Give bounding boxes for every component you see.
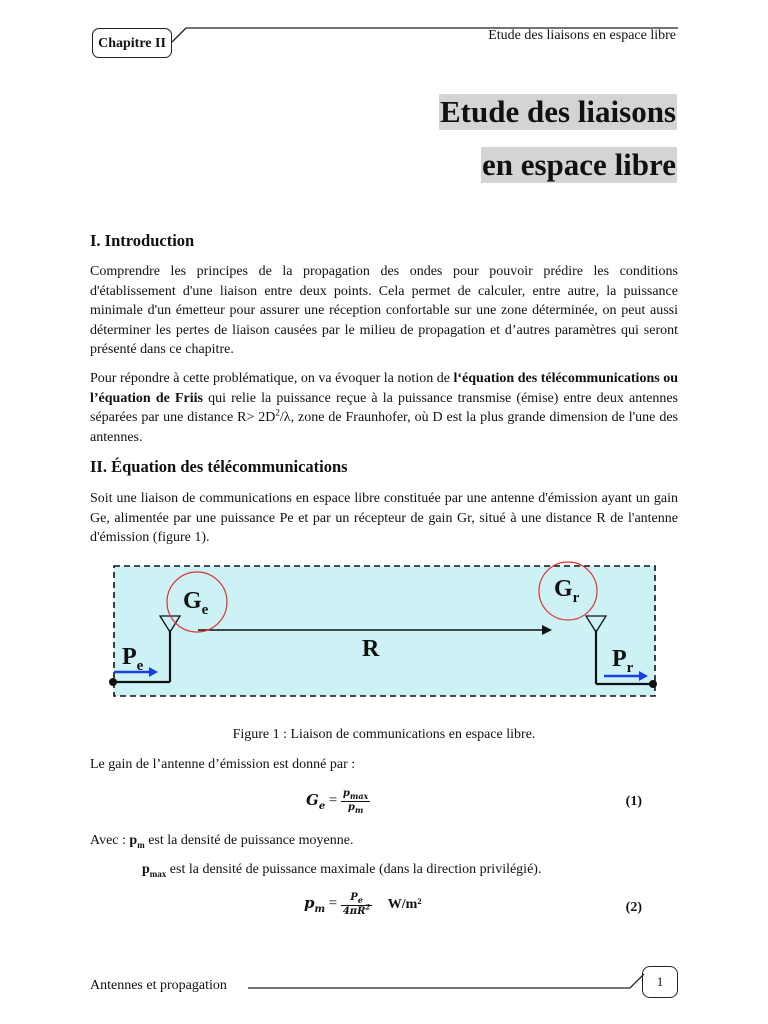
equation-1: $G_e$ = $\frac{p_{max}}{p_m}$ <box>306 788 369 815</box>
gain-intro-text: Le gain de l’antenne d’émission est donné par : <box>90 757 356 772</box>
section2-para1: Soit une liaison de communications en espace libre constituée par une antenne d'émission ayant un gain Ge, alimentée par une puissance Pe et par un récepteur de gain Gr, situé à une distance R de l'antenne d'émission (figure 1). <box>90 491 678 545</box>
section1-heading: I. Introduction <box>90 231 195 250</box>
equation-2-number: (2) <box>625 900 642 915</box>
figure1-diagram <box>108 558 664 704</box>
chapter-label: Chapitre II <box>92 28 172 58</box>
equation-1-number: (1) <box>625 794 642 809</box>
page-number: 1 <box>642 966 678 998</box>
section1-para2: Pour répondre à cette problématique, on va évoquer la notion de l‘équation des télécommunications ou l’équation de Friis qui relie la puissance reçue à la puissance transmise (émise) entre deux antennes séparées par une distance $R> 2D^2/\lambda$, zone de Fraunhofer, où D est la plus grande dimension de l'une des antennes. <box>90 371 678 445</box>
figure1-frame <box>114 566 655 696</box>
ge-label: $G_e$ <box>183 588 209 618</box>
page-title-line2: en espace libre <box>481 147 676 182</box>
r-label: R <box>362 636 380 662</box>
page-title-line1: Etude des liaisons <box>439 94 676 129</box>
eq2-fraction: $\frac{P_e}{4\pi R^2}$ <box>342 892 371 917</box>
eq1-fraction: $\frac{p_{max}}{p_m}$ <box>342 788 369 815</box>
friis-equation-term: l‘équation des télécommunications ou l’équation de Friis <box>90 371 678 406</box>
running-title: Etude des liaisons en espace libre <box>488 28 676 43</box>
section1-para1: Comprendre les principes de la propagation des ondes pour pouvoir prédire les conditions d'établissement d'une liaison entre deux points. Cela permet de calculer, entre autre, la puissance minimale d'un émetteur pour assurer une réception confortable sur une zone déterminée, on peut aussi déterminer les pertes de liaison causées par le milieu de propagation et d’autres paramètres qui seront présenté dans ce chapitre. <box>90 264 678 357</box>
footer-book-title: Antennes et propagation <box>90 978 227 993</box>
pe-label: $P_e$ <box>122 644 144 674</box>
equation-2: $p_m$ = $\frac{P_e}{4\pi R^2}$ W/m² <box>304 892 422 917</box>
footer-rule <box>246 972 646 992</box>
rx-terminal-dot <box>649 680 657 688</box>
section2-heading: II. Équation des télécommunications <box>90 457 348 476</box>
tx-terminal-dot <box>109 678 117 686</box>
figure1-caption: Figure 1 : Liaison de communications en espace libre. <box>232 727 536 742</box>
pm-definition: Avec : $p_m$ est la densité de puissance moyenne. <box>90 833 354 850</box>
gr-label: $G_r$ <box>554 576 580 606</box>
eq2-unit: W/m² <box>387 896 422 912</box>
pmax-definition: $p_{max}$ est la densité de puissance maximale (dans la direction privilégié). <box>142 862 542 879</box>
pr-label: $P_r$ <box>612 646 634 676</box>
